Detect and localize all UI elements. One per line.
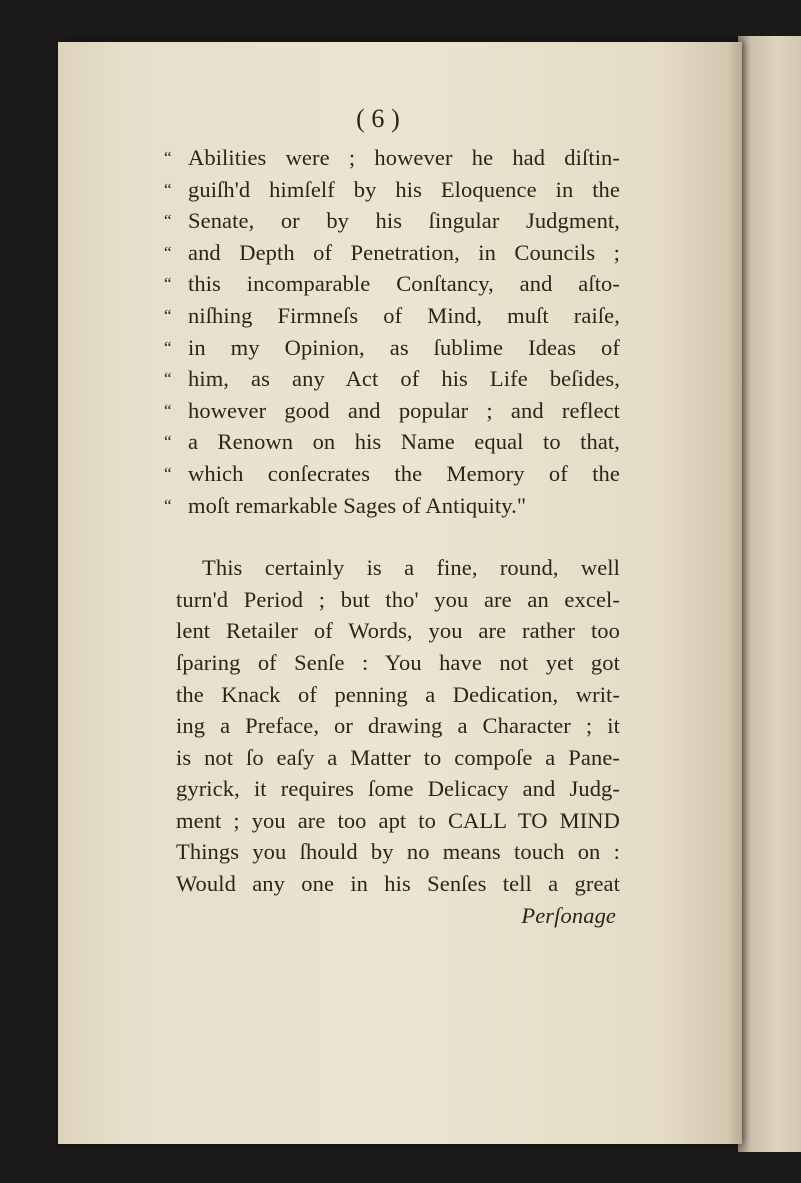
- body-line: ing a Preface, or drawing a Character ; it: [176, 713, 620, 739]
- body-line: gyrick, it requires ſome Delicacy and Judg-: [176, 776, 620, 802]
- body-line: Would any one in his Senſes tell a great: [176, 871, 620, 897]
- page-number: ( 6 ): [356, 104, 400, 133]
- quote-mark: “: [164, 274, 172, 294]
- next-page-edge: [738, 36, 801, 1152]
- quote-line: “ which conſecrates the Memory of the: [188, 458, 620, 490]
- quote-line: “ niſhing Firmneſs of Mind, muſt raiſe,: [188, 300, 620, 332]
- body-paragraph: [176, 552, 620, 900]
- quoted-passage: [164, 142, 620, 521]
- quote-mark: “: [164, 369, 172, 389]
- quote-mark: “: [164, 211, 172, 231]
- quote-mark: “: [164, 495, 172, 515]
- quote-line: “ Senate, or by his ſingular Judgment,: [188, 205, 620, 237]
- body-line: This certainly is a fine, round, well: [202, 555, 620, 581]
- paragraph-gap: [176, 521, 620, 552]
- quote-mark: “: [164, 242, 172, 262]
- quote-line: “ Abilities were ; however he had diſtin-: [188, 142, 620, 174]
- body-line: lent Retailer of Words, you are rather too: [176, 618, 620, 644]
- quote-mark: “: [164, 148, 172, 167]
- quote-line: “ guiſh'd himſelf by his Eloquence in the: [188, 174, 620, 206]
- quote-line: “ this incomparable Conſtancy, and aſto-: [188, 268, 620, 300]
- quote-mark: “: [164, 305, 172, 325]
- quote-mark: “: [164, 432, 172, 452]
- quote-line: “ however good and popular ; and reflect: [188, 395, 620, 427]
- body-line: ſparing of Senſe : You have not yet got: [176, 649, 620, 675]
- body-line: is not ſo eaſy a Matter to compoſe a Pane-: [176, 744, 620, 770]
- quote-line: “ a Renown on his Name equal to that,: [188, 426, 620, 458]
- quote-mark: “: [164, 179, 172, 199]
- quote-line: “ and Depth of Penetration, in Councils ;: [188, 237, 620, 269]
- page-shadow: [728, 42, 742, 1144]
- body-line: ment ; you are too apt to CALL TO MIND: [176, 807, 620, 833]
- quote-line: “ in my Opinion, as ſublime Ideas of: [188, 332, 620, 364]
- body-line: Things you ſhould by no means touch on :: [176, 839, 620, 865]
- quote-mark: “: [164, 337, 172, 357]
- quote-line: “ him, as any Act of his Life beſides,: [188, 363, 620, 395]
- page-text: [164, 104, 620, 931]
- body-line: the Knack of penning a Dedication, writ-: [176, 681, 620, 707]
- quote-mark: “: [164, 463, 172, 483]
- body-line: turn'd Period ; but tho' you are an excel-: [176, 586, 620, 612]
- quote-mark: “: [164, 400, 172, 420]
- catchword: Perſonage: [521, 902, 616, 928]
- quote-line: “ moſt remarkable Sages of Antiquity.": [188, 490, 620, 522]
